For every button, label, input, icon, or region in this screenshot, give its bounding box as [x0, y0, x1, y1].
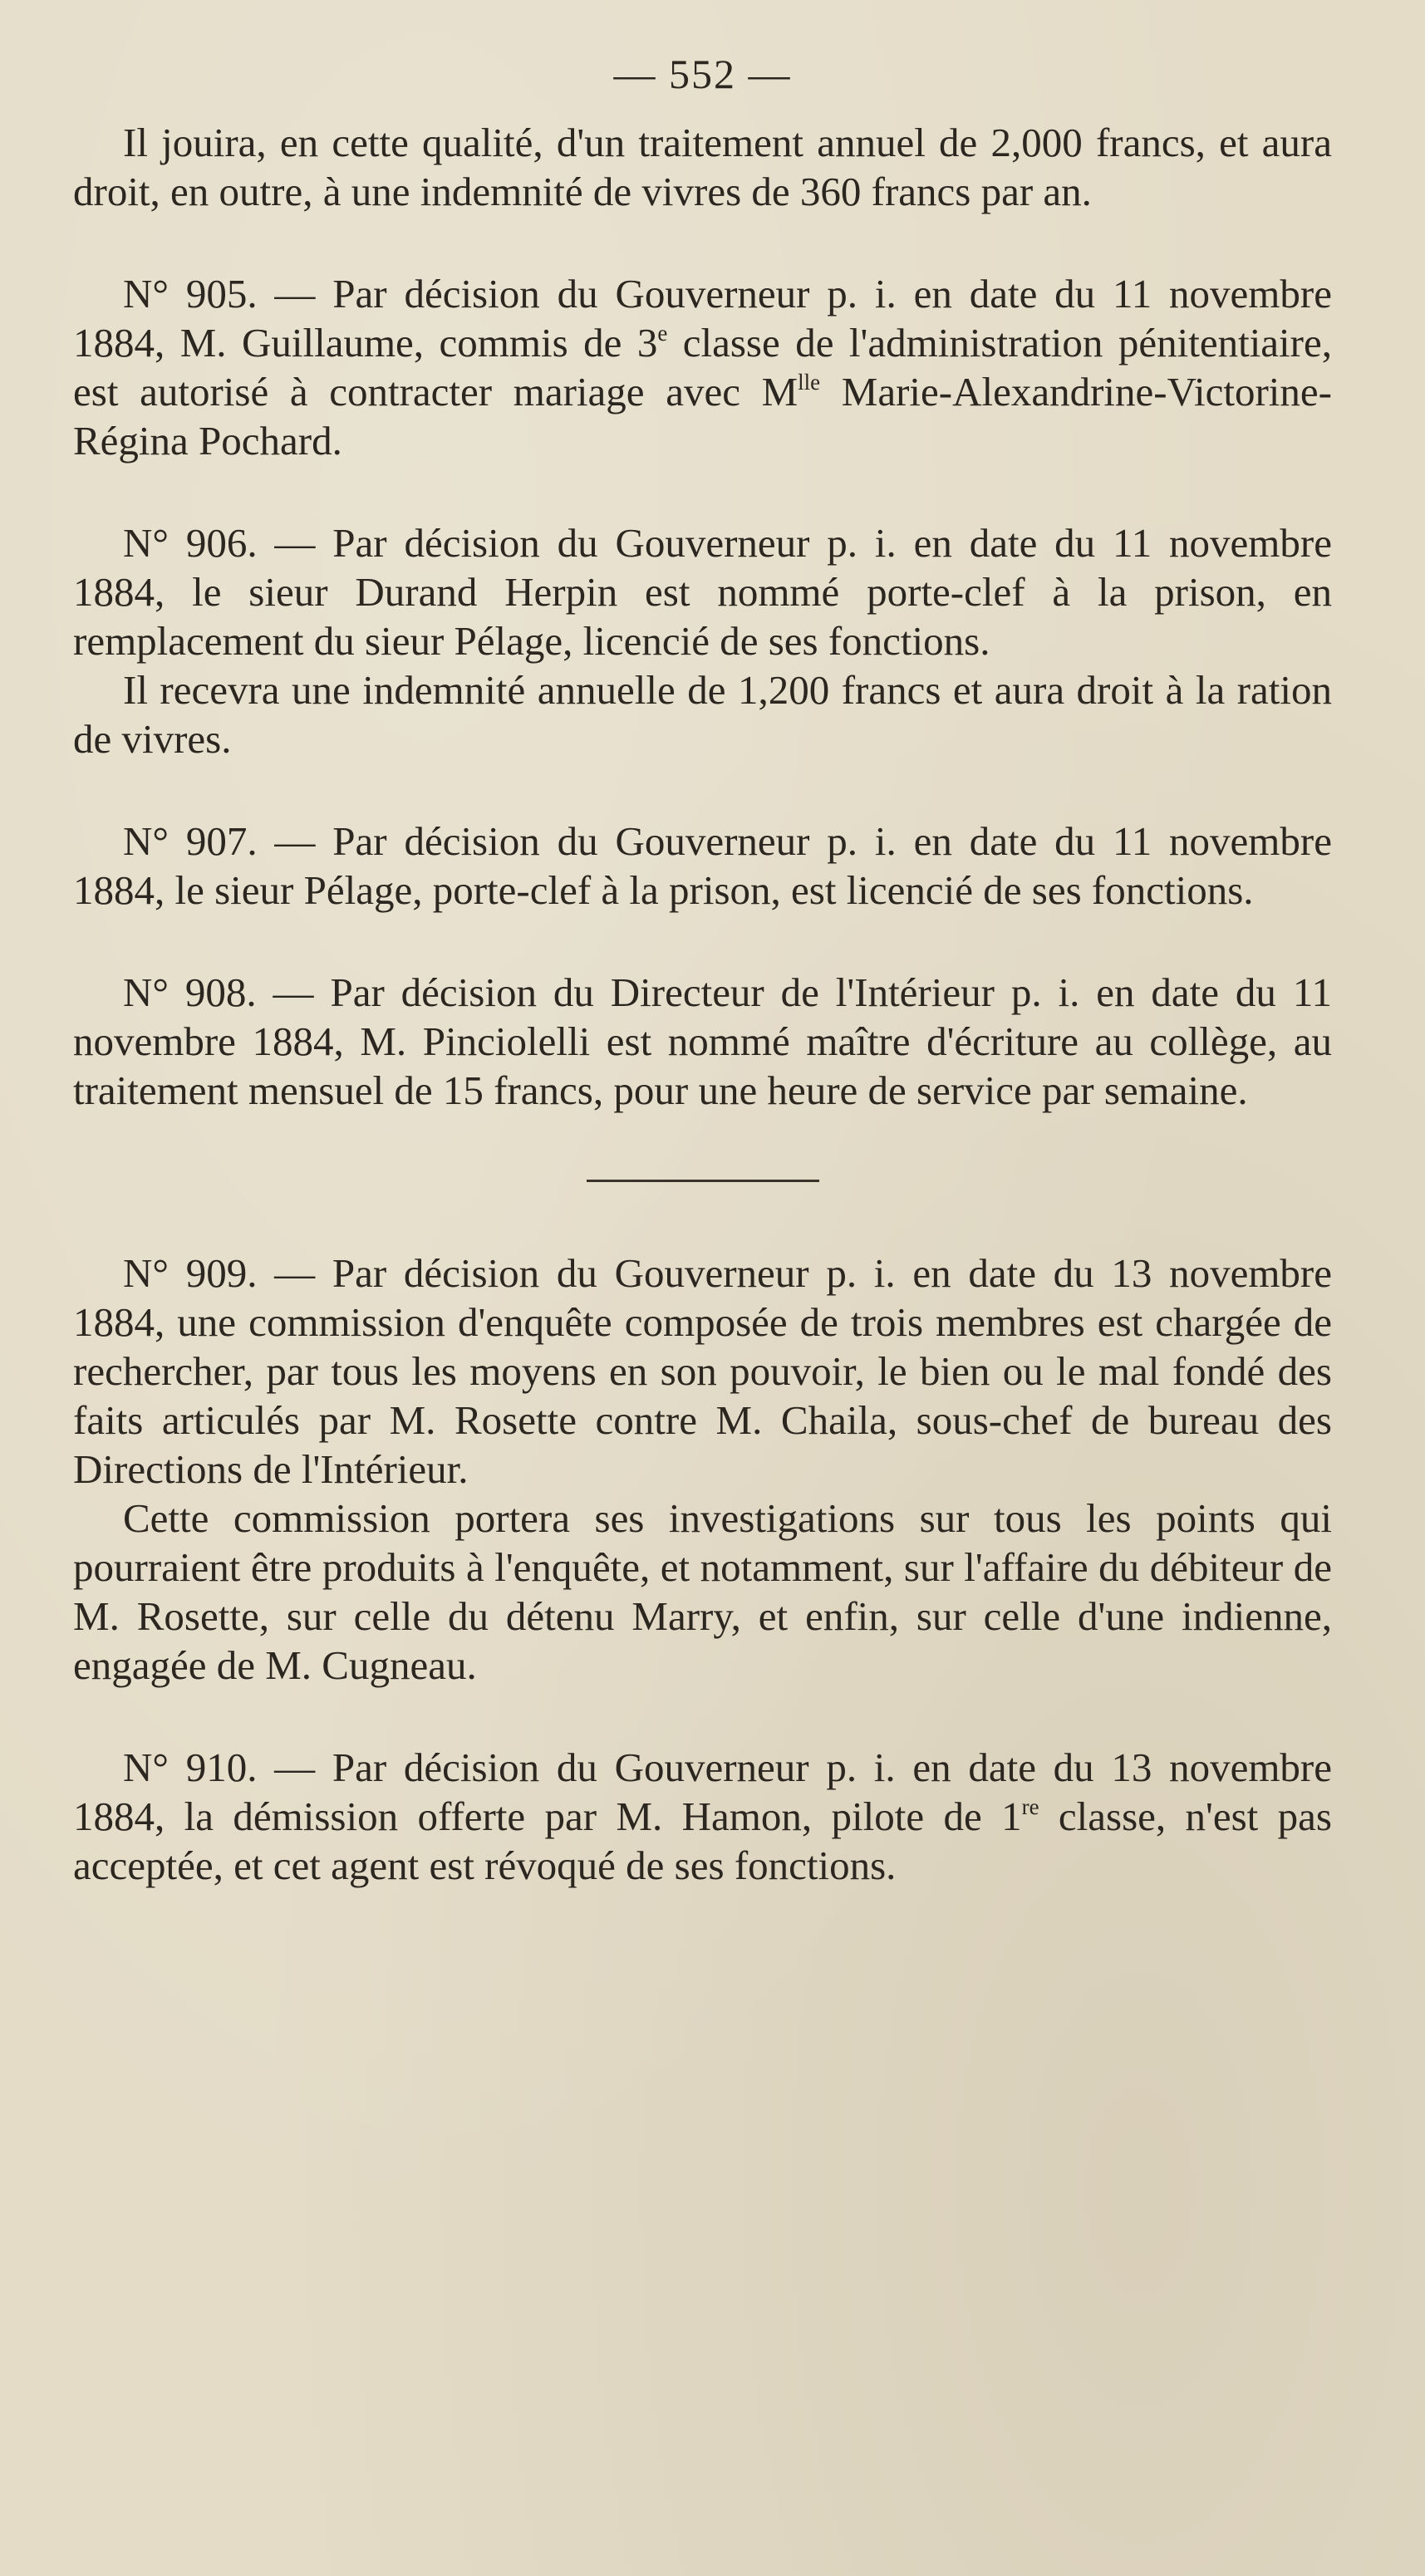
entry-909-continuation: Cette commission portera ses investigations sur tous les points qui pourraient être produits à l'enquête, et notamment, sur l'affaire du débiteur de M. Rosette, sur celle du détenu Marry, et enfin, sur celle d'une indienne, engagée de M. Cugneau.	[73, 1495, 1332, 1688]
entry-910	[73, 1743, 1332, 1890]
entry-908: N° 908. — Par décision du Directeur de l'Intérieur p. i. en date du 11 novembre 1884, M. Pinciolelli est nommé maître d'écriture au collège, au traitement mensuel de 15 francs, pour une heure de service par semaine.	[73, 969, 1332, 1113]
paragraph-continuation: Il jouira, en cette qualité, d'un traitement annuel de 2,000 francs, et aura droit, en outre, à une indemnité de vivres de 360 francs par an.	[73, 120, 1332, 214]
entry-910-text-b: classe, n'est pas acceptée, et cet agent est révoqué de ses fonctions.	[73, 1793, 1332, 1888]
entry-910-sup-class: re	[1021, 1794, 1039, 1820]
entry-905-text-c: Marie-Alexandrine-Victorine-Régina Pochard.	[73, 369, 1332, 464]
entry-910-text-a: N° 910. — Par décision du Gouverneur p. i. en date du 13 novembre 1884, la démission offerte par M. Hamon, pilote de 1	[73, 1744, 1332, 1839]
entry-905-text-b: classe de l'administration pénitentiaire, est autorisé à contracter mariage avec M	[73, 320, 1332, 415]
entry-906-continuation: Il recevra une indemnité annuelle de 1,200 francs et aura droit à la ration de vivres.	[73, 667, 1332, 762]
section-divider	[587, 1180, 819, 1182]
entry-905	[73, 269, 1332, 465]
entry-905-sup-class: e	[657, 321, 668, 346]
entry-905-text-a: N° 905. — Par décision du Gouverneur p. i. en date du 11 novembre 1884, M. Guillaume, commis de 3	[73, 271, 1332, 366]
entry-905-sup-title: lle	[798, 370, 821, 395]
page-number: — 552 —	[613, 51, 792, 97]
entry-906: N° 906. — Par décision du Gouverneur p. i. en date du 11 novembre 1884, le sieur Durand Herpin est nommé porte-clef à la prison, en remplacement du sieur Pélage, licencié de ses fonctions.	[73, 520, 1332, 664]
entry-907: N° 907. — Par décision du Gouverneur p. i. en date du 11 novembre 1884, le sieur Pélage, porte-clef à la prison, est licencié de ses fonctions.	[73, 818, 1332, 913]
entry-909: N° 909. — Par décision du Gouverneur p. i. en date du 13 novembre 1884, une commission d'enquête composée de trois membres est chargée de rechercher, par tous les moyens en son pouvoir, le bien ou le mal fondé des faits articulés par M. Rosette contre M. Chaila, sous-chef de bureau des Directions de l'Intérieur.	[73, 1250, 1332, 1492]
